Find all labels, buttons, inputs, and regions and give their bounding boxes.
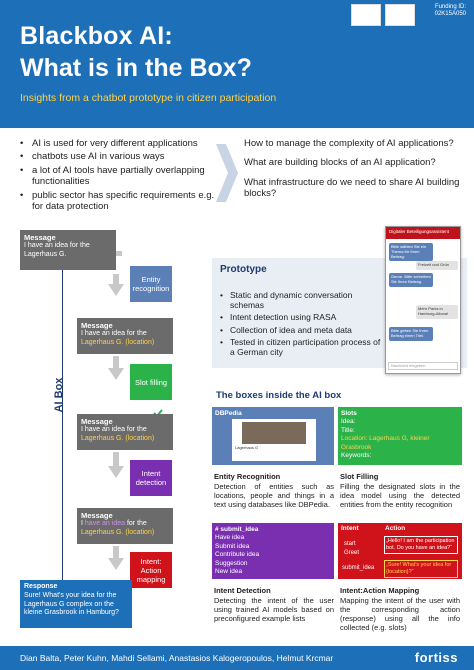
intent-start: start [344, 541, 356, 547]
dbpedia-screenshot [232, 419, 316, 461]
prototype-bullet: • Static and dynamic conversation schemas [220, 290, 385, 310]
message-entity: Lagerhaus G. [81, 435, 124, 443]
message-text: I [81, 520, 83, 528]
action-col-header: Action [385, 525, 406, 532]
bmbf-logo [351, 4, 381, 26]
arrow-down-icon [108, 284, 124, 296]
submit-idea-panel [212, 523, 334, 579]
intent-action-panel [338, 523, 462, 579]
message-heading: Message [81, 417, 113, 426]
response-box [20, 580, 132, 628]
slot-item: Keywords: [341, 452, 372, 460]
funding-info [435, 4, 466, 18]
slot-item: Location: Lagerhaus G, kleiner Grasbrook [341, 435, 430, 451]
message-text: I have an idea for the [24, 242, 90, 250]
poster-title-line1: Blackbox AI: [20, 22, 173, 50]
poster-subtitle: Insights from a chatbot prototype in citizen participation [20, 92, 277, 104]
header-banner [0, 0, 474, 128]
message-box-4 [77, 508, 173, 544]
action-ask-idea: „Sure! What's your idea for {location}?“ [384, 560, 458, 578]
intent-detection-step: Intent detection [130, 460, 172, 496]
intro-bullet: • AI is used for very different applications [20, 138, 215, 149]
intro-bullet: • chatbots use AI in various ways [20, 151, 215, 162]
message-text: for the [126, 520, 147, 528]
chat-bubble-bot: Bitte wählen Sie ein Thema für Ihren Beitrag: [389, 243, 433, 261]
message-entity-tag: (location) [125, 529, 155, 537]
question: How to manage the complexity of AI applications? [244, 138, 454, 149]
intent-col-header: Intent [341, 525, 359, 532]
slot-item: Idea: [341, 418, 356, 426]
slots-panel [338, 407, 462, 465]
intent-greet: Greet [344, 550, 360, 556]
slot-item: Title: [341, 426, 355, 434]
desc-heading: Slot Filling [340, 472, 379, 481]
arrow-right-icon [116, 251, 122, 256]
funding-id: 02K15A050 [434, 11, 466, 18]
intent-action-header [338, 523, 462, 535]
question: What infrastructure do we need to share AI building blocks? [244, 176, 460, 200]
ai-box-bracket [62, 245, 63, 585]
message-text: I have an idea for the [81, 426, 147, 434]
intent-detection-desc [214, 586, 334, 623]
intent-example: Have idea [215, 534, 245, 542]
warehouse-photo [242, 422, 306, 444]
slot-filling-desc [340, 472, 460, 509]
entity-recognition-desc [214, 472, 334, 509]
chat-header: Digitaler Beteiligungsassistent [386, 227, 460, 239]
entity-recognition-step: Entity recognition [130, 266, 172, 302]
desc-text: Detecting the intent of the user using trained AI models based on preconfigured example lists [214, 596, 334, 623]
message-entity-tag: (location) [125, 339, 155, 347]
prototype-bullet: • Intent detection using RASA [220, 312, 385, 322]
action-greeting: „Hello! I am the participation bot. Do you have an idea?“ [384, 536, 458, 554]
prototype-title: Prototype [220, 264, 267, 275]
chevron-right-icon [216, 144, 238, 202]
slot-filling-step: Slot filling [130, 364, 172, 400]
message-intent: have an idea [84, 520, 125, 528]
arrow-down-stem [113, 452, 119, 466]
desc-text: Detection of entities such as locations, people and things in a text using databases like DBPedia. [214, 482, 334, 509]
intro-bullets [20, 138, 215, 214]
response-heading: Response [24, 583, 58, 590]
sponsor-logos [351, 4, 415, 26]
prototype-bullet: • Collection of idea and meta data [220, 325, 385, 335]
desc-heading: Entity Recognition [214, 472, 281, 481]
intent-label: # submit_idea [215, 526, 259, 533]
fortiss-logo: fortiss [414, 650, 458, 665]
intro-bullet: • a lot of AI tools have partially overlapping functionalities [20, 165, 215, 188]
message-heading: Message [81, 511, 113, 520]
poster-title-line2: What is in the Box? [20, 54, 252, 82]
intent-example: Suggestion [215, 559, 248, 567]
arrow-down-stem [113, 546, 119, 558]
message-entity: Lagerhaus G. [81, 339, 124, 347]
dbpedia-label: DBPedia [215, 410, 242, 417]
intent-example: New idea [215, 568, 243, 576]
dbpedia-caption: Lagerhaus G [235, 445, 259, 450]
chat-bubble-bot: Bitte geben Sie Ihren Beitrag einen Titel. [389, 327, 433, 341]
arrow-down-icon [108, 368, 124, 380]
prototype-bullets [220, 290, 385, 359]
message-entity: Lagerhaus G. [81, 529, 124, 537]
funding-label: Funding ID: [434, 4, 466, 10]
chat-bubble-user: Mehr Parks in Hamburg-Altona! [416, 305, 458, 319]
chatbot-phone-mockup [385, 226, 461, 374]
desc-text: Mapping the intent of the user with the corresponding action (response) using all the info collected (e.g. slots) [340, 596, 460, 632]
response-text: Sure! What's your idea for the Lagerhaus G complex on the kleine Grasbrook in Hamburg? [24, 591, 119, 617]
chat-bubble-user: Freizeit und Grün [416, 261, 458, 270]
message-heading: Message [81, 321, 113, 330]
message-entity-tag: (location) [125, 435, 155, 443]
chat-bubble-bot: Gerne. Bitte schreiben Sie Ihren Beitrag. [389, 273, 433, 287]
intent-action-step: Intent: Action mapping [130, 552, 172, 588]
intent-example: Contribute idea [215, 551, 260, 559]
ai-box-label: AI Box [53, 377, 65, 413]
arrow-down-icon [108, 558, 124, 570]
message-box-1 [20, 230, 116, 270]
chat-input[interactable]: Nachricht eingeben [388, 362, 458, 370]
desc-text: Filling the designated slots in the idea model using the detected entities from the entity recognition [340, 482, 460, 509]
prototype-bullet: • Tested in citizen participation process of a German city [220, 337, 385, 357]
desc-heading: Intent:Action Mapping [340, 586, 420, 595]
authors: Dian Balta, Peter Kuhn, Mahdi Sellami, Anastasios Kalogeropoulos, Helmut Krcmar [20, 653, 334, 663]
footer-bar [0, 646, 474, 670]
arrow-down-icon [108, 466, 124, 478]
intent-example: Submit idea [215, 542, 250, 550]
message-text: I have an idea for the [81, 330, 147, 338]
research-questions [244, 138, 464, 208]
boxes-section-title: The boxes inside the AI box [216, 390, 342, 401]
intent-submit: submit_idea [342, 565, 375, 571]
arrow-down-stem [113, 356, 119, 368]
dbpedia-panel [212, 407, 334, 465]
intent-action-desc [340, 586, 460, 632]
question: What are building blocks of an AI application? [244, 157, 436, 169]
message-heading: Message [24, 233, 56, 242]
message-box-2 [77, 318, 173, 354]
slots-label: Slots [341, 410, 357, 417]
arrow-down-stem [113, 274, 119, 284]
intro-bullet: • public sector has specific requirements e.g. for data protection [20, 190, 215, 213]
message-box-3 [77, 414, 173, 450]
desc-heading: Intent Detection [214, 586, 271, 595]
message-text: Lagerhaus G. [24, 251, 67, 259]
partner-logo [385, 4, 415, 26]
